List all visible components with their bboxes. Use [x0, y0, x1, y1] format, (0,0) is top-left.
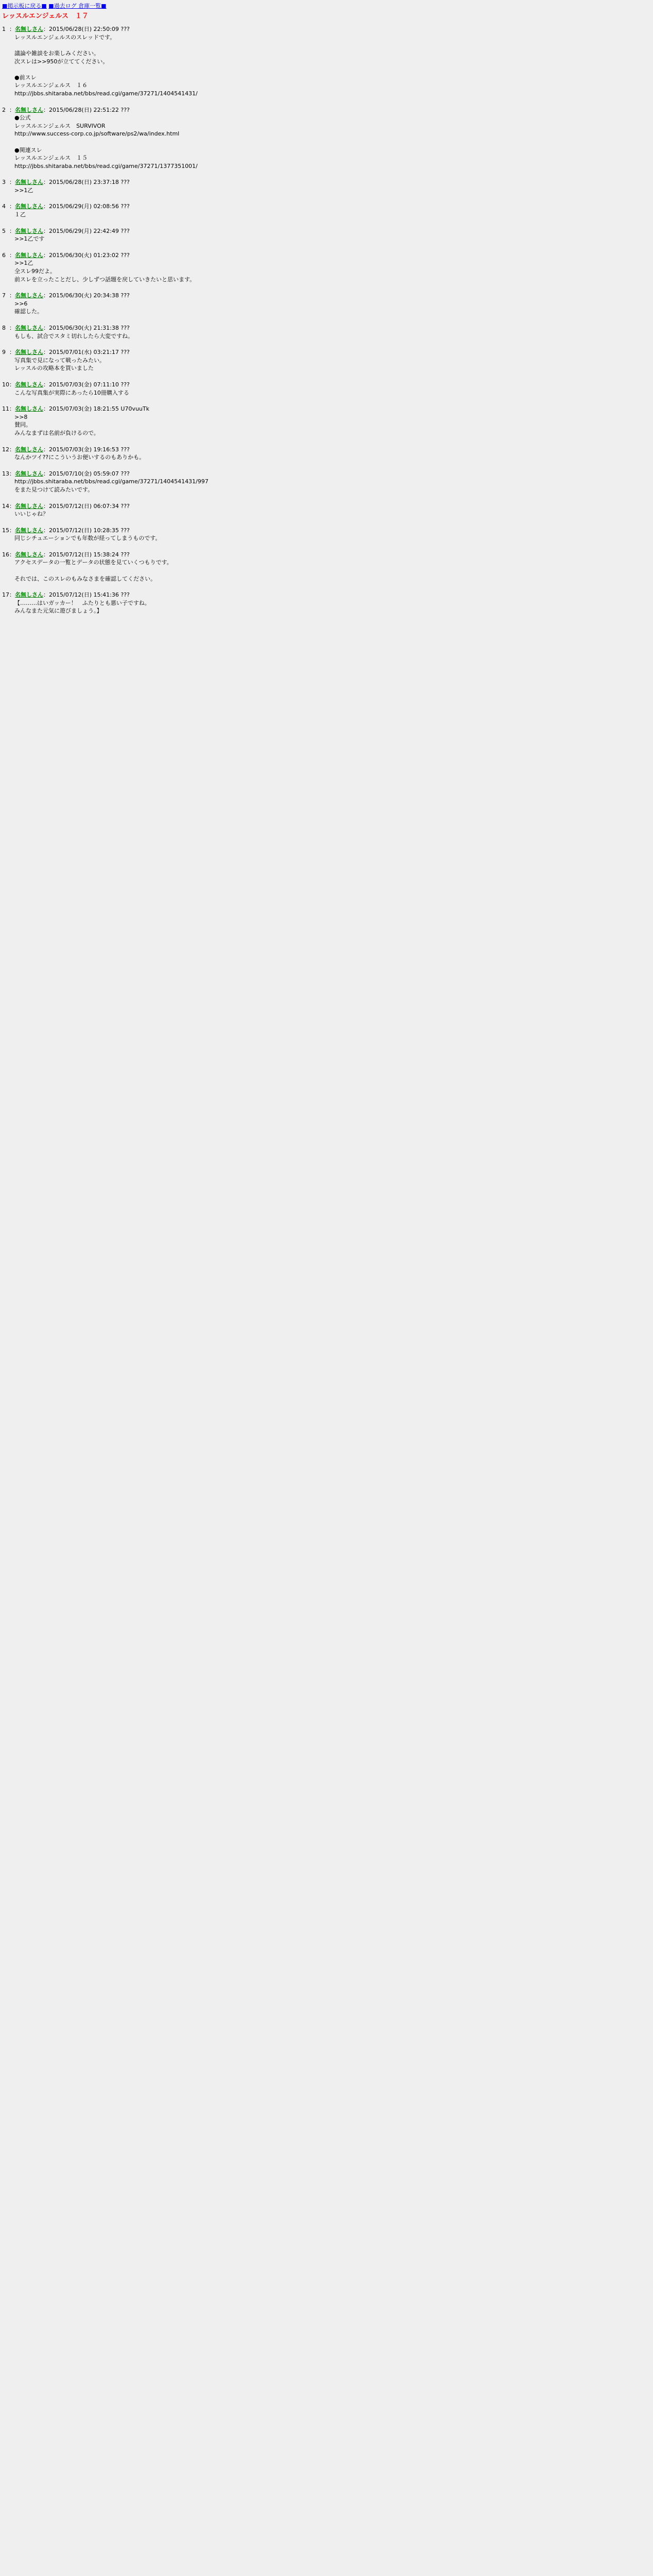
post-number: 12	[2, 446, 9, 453]
poster-name-link[interactable]: 名無しさん	[15, 405, 43, 413]
post	[2, 324, 651, 340]
post-meta: ：2015/07/01(水) 03:21:17 ???	[43, 349, 130, 356]
post-header	[2, 502, 651, 511]
post	[2, 446, 651, 462]
post	[2, 502, 651, 518]
post	[2, 251, 651, 283]
post-number: 11	[2, 405, 9, 413]
poster-name-link[interactable]: 名無しさん	[15, 106, 43, 113]
post-number: 2	[2, 106, 6, 113]
post-meta: ：2015/07/03(金) 07:11:10 ???	[43, 381, 130, 388]
post-body: 同じシチュエーションでも年数が経ってしまうものです。	[14, 535, 161, 542]
post-header	[2, 292, 651, 300]
back-to-board-link[interactable]: ■掲示板に戻る■	[2, 3, 47, 9]
post-body: なんかツイ??にこういうお便いするのもありかも。	[14, 454, 145, 461]
post-body: >>8 賛同。 みんなまずは名前が負けるので。	[14, 413, 99, 436]
separator: ：	[9, 502, 15, 510]
separator: ：	[9, 470, 15, 477]
post-meta: ：2015/07/03(金) 19:16:53 ???	[43, 446, 130, 453]
post-meta: ：2015/06/30(火) 20:34:38 ???	[43, 292, 130, 299]
separator: ：	[9, 527, 15, 534]
post-number: 10	[2, 381, 9, 388]
post	[2, 202, 651, 218]
top-navigation	[2, 2, 651, 10]
poster-name-link[interactable]: 名無しさん	[15, 551, 43, 558]
post-meta: ：2015/07/12(日) 15:41:36 ???	[43, 591, 130, 599]
post-number: 4	[2, 203, 6, 210]
post-meta: ：2015/07/12(日) 06:07:34 ???	[43, 502, 130, 510]
separator: ：	[9, 349, 15, 356]
post-number: 13	[2, 470, 9, 477]
post-header	[2, 324, 651, 332]
post-body: ●公式 レッスルエンジェルス SURVIVOR http://www.success-corp.co.jp/software/ps2/wa/index.html ●関連スレ レッスルエンジェルス １５ http://jbbs.shitaraba.net/bbs/read.cgi/game/37271/1377351001/	[14, 114, 198, 170]
poster-name-link[interactable]: 名無しさん	[15, 446, 43, 453]
post	[2, 292, 651, 316]
post-number: 15	[2, 527, 9, 534]
post-body: >>1乙 全スレ99だよ。 前スレを立ったことだし、少しずつ話題を戻していきたいと思います。	[14, 260, 196, 283]
separator: ：	[9, 251, 15, 259]
poster-name-link[interactable]: 名無しさん	[15, 527, 43, 534]
thread-title: レッスルエンジェルス １７	[2, 12, 89, 20]
post-meta: ：2015/07/12(日) 15:38:24 ???	[43, 551, 130, 558]
post-header	[2, 227, 651, 235]
post-body: レッスルエンジェルスのスレッドです。 議論や雑談をお楽しみください。 次スレは>>950が立ててください。 ●前スレ レッスルエンジェルス １６ http://jbbs.shitaraba.net/bbs/read.cgi/game/37271/1404541431/	[14, 33, 198, 97]
separator: ：	[9, 551, 15, 558]
post-number: 5	[2, 227, 6, 234]
archive-list-link[interactable]: ■過去ログ 倉庫一覧■	[48, 3, 107, 9]
post-header	[2, 591, 651, 599]
post	[2, 178, 651, 194]
separator: ：	[9, 26, 15, 33]
post	[2, 227, 651, 243]
post-meta: ：2015/06/29(月) 02:08:56 ???	[43, 203, 130, 210]
poster-name-link[interactable]: 名無しさん	[15, 26, 43, 33]
poster-name-link[interactable]: 名無しさん	[15, 470, 43, 477]
separator: ：	[9, 591, 15, 599]
post-meta: ：2015/07/03(金) 18:21:55 U70vuuTk	[43, 405, 149, 413]
post-header	[2, 551, 651, 559]
post-meta: ：2015/06/28(日) 22:51:22 ???	[43, 106, 130, 113]
post	[2, 470, 651, 494]
poster-name-link[interactable]: 名無しさん	[15, 203, 43, 210]
post-header	[2, 446, 651, 454]
post	[2, 551, 651, 583]
poster-name-link[interactable]: 名無しさん	[15, 292, 43, 299]
post-body: 【………はいガッカー！ ふたりとも悪い子ですね。 みんなまた元気に遊びましょう。】	[14, 599, 150, 615]
post-header	[2, 202, 651, 211]
post	[2, 25, 651, 97]
post-number: 7	[2, 292, 6, 299]
poster-name-link[interactable]: 名無しさん	[15, 502, 43, 510]
poster-name-link[interactable]: 名無しさん	[15, 349, 43, 356]
post-body: いいじゃね？	[14, 511, 48, 518]
post-header	[2, 25, 651, 33]
post-body: 写真集で見になって戦ったみたい。 レッスルの攻略本を買いました	[14, 357, 105, 372]
separator: ：	[9, 381, 15, 388]
post-meta: ：2015/07/10(金) 05:59:07 ???	[43, 470, 130, 477]
separator: ：	[9, 203, 15, 210]
post-number: 3	[2, 179, 6, 186]
post-meta: ：2015/07/12(日) 10:28:35 ???	[43, 527, 130, 534]
post-number: 14	[2, 502, 9, 510]
post-list	[2, 25, 651, 615]
separator: ：	[9, 446, 15, 453]
post-meta: ：2015/06/30(火) 21:31:38 ???	[43, 325, 130, 331]
post-body: アクセスデータの一覧とデータの状態を見ていくつもりです。 それでは、このスレのもみなさまを確認してください。	[14, 559, 173, 582]
post-body: こんな写真集が実際にあったら10冊購入する	[14, 389, 129, 396]
post	[2, 106, 651, 171]
poster-name-link[interactable]: 名無しさん	[15, 179, 43, 186]
post-number: 1	[2, 26, 6, 33]
post	[2, 348, 651, 372]
post-header	[2, 106, 651, 114]
post-body: >>1乙	[14, 187, 33, 194]
poster-name-link[interactable]: 名無しさん	[15, 591, 43, 599]
post-meta: ：2015/06/29(月) 22:42:49 ???	[43, 227, 130, 234]
post-body: >>1乙です	[14, 235, 45, 243]
post-number: 8	[2, 325, 6, 331]
poster-name-link[interactable]: 名無しさん	[15, 251, 43, 259]
post-header	[2, 251, 651, 260]
post-number: 6	[2, 251, 6, 259]
separator: ：	[9, 325, 15, 331]
post-header	[2, 381, 651, 389]
poster-name-link[interactable]: 名無しさん	[15, 227, 43, 234]
separator: ：	[9, 106, 15, 113]
separator: ：	[9, 405, 15, 413]
post-header	[2, 527, 651, 535]
post-header	[2, 405, 651, 413]
post-number: 17	[2, 591, 9, 599]
post-body: １乙	[14, 211, 26, 218]
post-meta: ：2015/06/28(日) 22:50:09 ???	[43, 26, 130, 33]
post-meta: ：2015/06/30(火) 01:23:02 ???	[43, 251, 130, 259]
page	[0, 0, 653, 615]
post	[2, 381, 651, 397]
post-header	[2, 178, 651, 187]
poster-name-link[interactable]: 名無しさん	[15, 325, 43, 331]
post-body: http://jbbs.shitaraba.net/bbs/read.cgi/game/37271/1404541431/997 をまた見つけて読みたいです。	[14, 478, 209, 493]
post	[2, 527, 651, 543]
post-number: 9	[2, 349, 6, 356]
post-header	[2, 470, 651, 478]
separator: ：	[9, 292, 15, 299]
post	[2, 405, 651, 437]
separator: ：	[9, 179, 15, 186]
post-body: もしも、試合でスタミ切れしたら大変ですね。	[14, 332, 133, 340]
post	[2, 591, 651, 615]
poster-name-link[interactable]: 名無しさん	[15, 381, 43, 388]
separator: ：	[9, 227, 15, 234]
post-meta: ：2015/06/28(日) 23:37:18 ???	[43, 179, 130, 186]
post-number: 16	[2, 551, 9, 558]
post-header	[2, 348, 651, 357]
post-body: >>6 確認した。	[14, 300, 43, 315]
